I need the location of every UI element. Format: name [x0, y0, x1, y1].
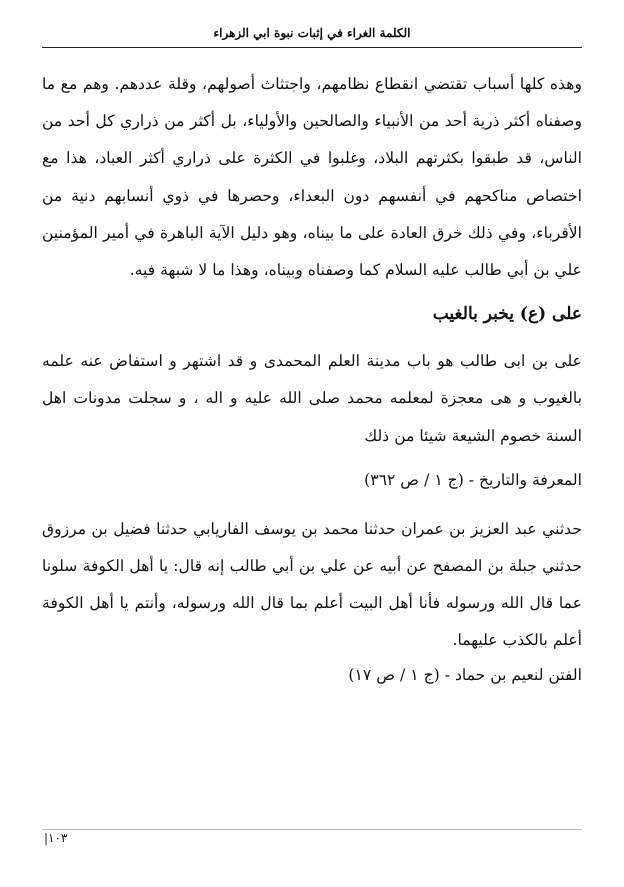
source-reference-1: المعرفة والتاريخ - (ج ١ / ص ٣٦٢): [364, 470, 582, 489]
body-paragraph-1: وهذه كلها أسباب تقتضي انقطاع نظامهم، واجتثاث أصولهم، وقلة عددهم. وهم مع ما وصفناه أكثر ذرية أحد من الأنبياء والصالحين والأولياء، بل أكثر من ذراري كل أحد من الناس، قد طبقوا بكثرتهم البلاد، وغلبوا في الكثرة على ذراري أكثر العباد، هذا مع اختصاص مناكحهم في أنفسهم دون البعداء، وحصرها في ذوي أنسابهم دنية من الأقرباء، وفي ذلك خرق العادة على ما بيناه، وهو دليل الآية الباهرة في أمير المؤمنين علي بن أبي طالب عليه السلام كما وصفناه وبيناه، وهذا ما لا شبهة فيه.: [42, 75, 582, 280]
running-header: الكلمة الغراء في إثبات نبوة ابي الزهراء: [213, 26, 411, 40]
source-reference-2: الفتن لنعيم بن حماد - (ج ١ / ص ١٧): [348, 665, 582, 684]
footer-divider: [42, 829, 582, 830]
page-number: ١٠٣|: [44, 831, 68, 845]
body-paragraph-3: حدثني عبد العزيز بن عمران حدثنا محمد بن يوسف الفاريابي حدثنا فضيل بن مرزوق حدثني جبلة بن المصفح عن أبيه عن علي بن أبي طالب إنه قال: يا أهل الكوفة سلونا عما قال الله ورسوله فأنا أهل البيت أعلم بما قال الله ورسوله، وأنتم يا أهل الكوفة أعلم بالكذب عليهما.: [42, 519, 582, 650]
section-heading: على (ع) يخبر بالغيب: [432, 304, 582, 325]
page-body: [42, 66, 582, 706]
body-paragraph-2: على بن ابى طالب هو باب مدينة العلم المحمدى و قد اشتهر و استفاض عنه علمه بالغيوب و هى معجزة لمعلمه محمد صلى الله عليه و اله ، و سجلت مدونات اهل السنة خصوم الشيعة شيئا من ذلك: [42, 352, 582, 445]
header-divider: [42, 47, 582, 48]
